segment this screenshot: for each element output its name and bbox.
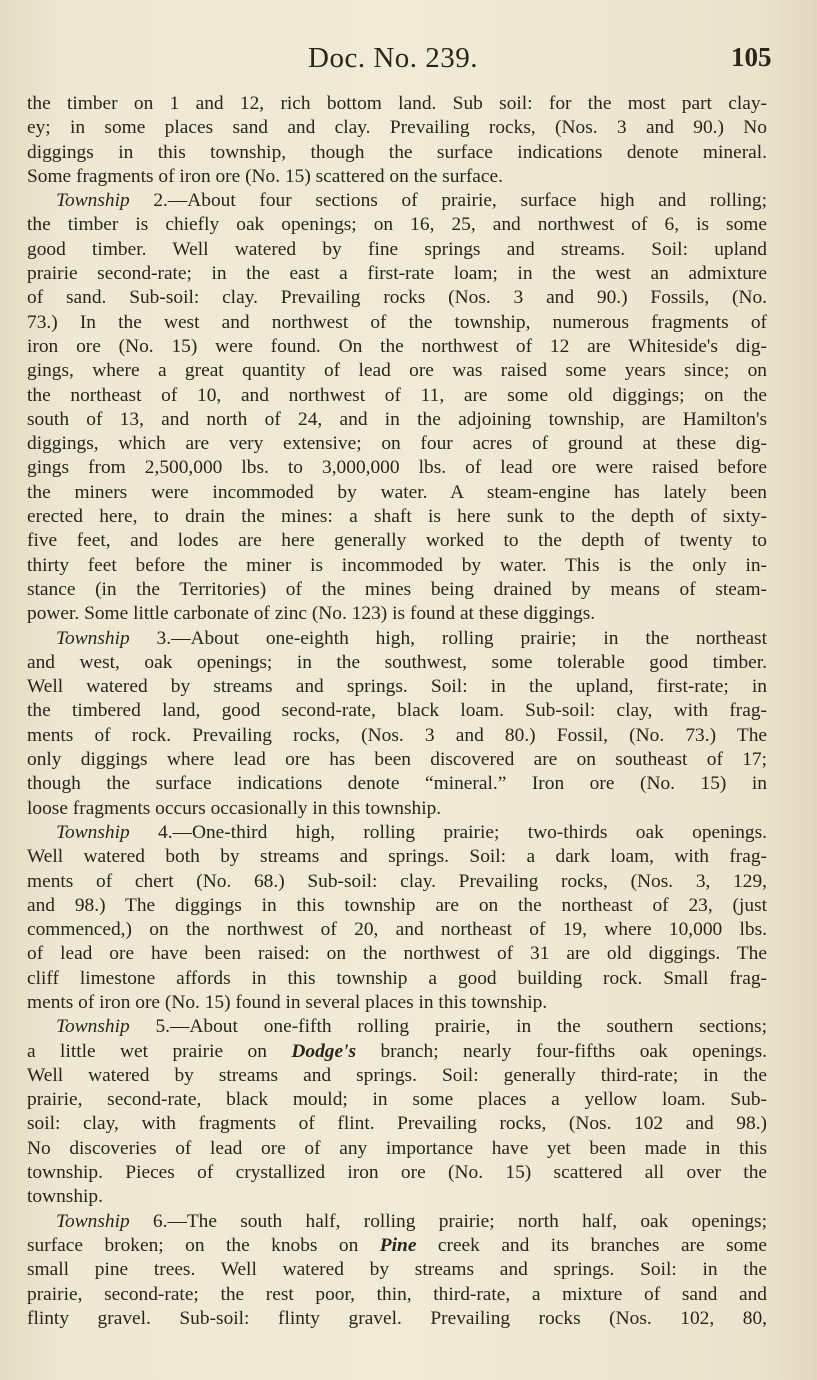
text-line [27, 529, 767, 553]
text-segment: 3.—About one-eighth high, rolling prairie; in the northeast [129, 627, 767, 649]
township-heading: Township [56, 1210, 130, 1232]
text-line [27, 724, 767, 748]
text-line [27, 92, 767, 116]
text-line [27, 213, 767, 237]
text-line [27, 870, 767, 894]
text-segment: prairie, second-rate, black mould; in some places a yellow loam. Sub- [27, 1089, 767, 1111]
text-segment: 2.—About four sections of prairie, surface high and rolling; [129, 190, 767, 212]
text-segment: the timbered land, good second-rate, black loam. Sub-soil: clay, with frag- [27, 700, 767, 722]
text-line [27, 286, 767, 310]
text-segment: and 98.) The diggings in this township are on the northeast of 23, (just [27, 894, 767, 916]
text-line [27, 481, 767, 505]
text-segment: diggings, which are very extensive; on four acres of ground at these dig- [27, 433, 767, 455]
body-text [27, 92, 767, 1331]
township-heading: Township [56, 1016, 130, 1038]
text-segment: the timber is chiefly oak openings; on 16, 25, and northwest of 6, is some [27, 214, 767, 236]
text-segment: gings, where a great quantity of lead ore was raised some years since; on [27, 360, 767, 382]
text-line [27, 238, 767, 262]
text-line [27, 1283, 767, 1307]
paragraph-start-line [27, 821, 767, 845]
text-line [27, 141, 767, 165]
text-line [27, 311, 767, 335]
text-segment: thirty feet before the miner is incommoded by water. This is the only in- [27, 554, 767, 576]
text-segment: the timber on 1 and 12, rich bottom land. Sub soil: for the most part clay- [27, 93, 767, 114]
text-line [27, 432, 767, 456]
text-line [27, 1040, 767, 1064]
text-line [27, 505, 767, 529]
text-line [27, 1088, 767, 1112]
text-line [27, 894, 767, 918]
text-segment: ments of iron ore (No. 15) found in several places in this township. [27, 991, 548, 1013]
text-segment: five feet, and lodes are here generally worked to the depth of twenty to [27, 530, 767, 552]
text-segment: cliff limestone affords in this township a good building rock. Small frag- [27, 967, 767, 989]
township-heading: Township [56, 190, 130, 212]
text-line [27, 651, 767, 675]
text-segment: Well watered by streams and springs. Soil: in the upland, first-rate; in [27, 676, 767, 698]
text-segment: south of 13, and north of 24, and in the adjoining township, are Hamilton's [27, 408, 767, 430]
text-line [27, 699, 767, 723]
text-segment: prairie second-rate; in the east a first-rate loam; in the west an admixture [27, 263, 767, 285]
text-segment: branch; nearly four-fifths oak openings. [356, 1040, 767, 1062]
text-segment: and west, oak openings; in the southwest, some tolerable good timber. [27, 651, 767, 673]
text-line [27, 408, 767, 432]
text-segment: power. Some little carbonate of zinc (No. 123) is found at these diggings. [27, 603, 596, 625]
text-line [27, 384, 767, 408]
text-segment: erected here, to drain the mines: a shaft is here sunk to the depth of sixty- [27, 506, 767, 528]
paragraph-start-line [27, 627, 767, 651]
text-line [27, 1307, 767, 1331]
text-line [27, 1185, 767, 1209]
text-segment: Well watered by streams and springs. Soil: generally third-rate; in the [27, 1064, 767, 1086]
text-segment: diggings in this township, though the surface indications denote mineral. [27, 141, 767, 163]
text-line [27, 772, 767, 796]
text-segment: flinty gravel. Sub-soil: flinty gravel. Prevailing rocks (Nos. 102, 80, [27, 1307, 767, 1329]
text-line [27, 1161, 767, 1185]
place-name: Dodge's [291, 1040, 357, 1062]
text-line [27, 335, 767, 359]
text-segment: loose fragments occurs occasionally in this township. [27, 797, 442, 819]
text-line [27, 602, 767, 626]
text-line [27, 918, 767, 942]
text-segment: good timber. Well watered by fine springs and streams. Soil: upland [27, 238, 767, 260]
township-heading: Township [56, 627, 130, 649]
page-header [0, 42, 817, 82]
text-segment: small pine trees. Well watered by streams and springs. Soil: in the [27, 1259, 767, 1281]
text-segment: the northeast of 10, and northwest of 11, are some old diggings; on the [27, 384, 767, 406]
text-segment: the miners were incommoded by water. A steam-engine has lately been [27, 481, 767, 503]
text-segment: iron ore (No. 15) were found. On the northwest of 12 are Whiteside's dig- [27, 335, 767, 357]
text-segment: 73.) In the west and northwest of the township, numerous fragments of [27, 311, 767, 333]
text-segment: Well watered both by streams and springs. Soil: a dark loam, with frag- [27, 846, 767, 868]
township-heading: Township [56, 821, 130, 843]
text-line [27, 1112, 767, 1136]
text-line [27, 262, 767, 286]
text-segment: ments of chert (No. 68.) Sub-soil: clay. Prevailing rocks, (Nos. 3, 129, [27, 870, 767, 892]
page-number: 105 [731, 42, 772, 72]
place-name: Pine [379, 1234, 417, 1256]
text-line [27, 675, 767, 699]
text-line [27, 359, 767, 383]
text-segment: a little wet prairie on [27, 1040, 292, 1062]
text-line [27, 967, 767, 991]
text-segment: creek and its branches are some [416, 1234, 767, 1256]
text-segment: of lead ore have been raised: on the northwest of 31 are old diggings. The [27, 943, 767, 965]
text-segment: soil: clay, with fragments of flint. Prevailing rocks, (Nos. 102 and 98.) [27, 1113, 767, 1135]
text-line [27, 578, 767, 602]
text-line [27, 1064, 767, 1088]
text-segment: 4.—One-third high, rolling prairie; two-thirds oak openings. [129, 821, 767, 843]
document-title: Doc. No. 239. [308, 42, 479, 74]
text-segment: surface broken; on the knobs on [27, 1234, 380, 1256]
text-line [27, 797, 767, 821]
text-segment: prairie, second-rate; the rest poor, thin, third-rate, a mixture of sand and [27, 1283, 767, 1305]
text-segment: of sand. Sub-soil: clay. Prevailing rocks (Nos. 3 and 90.) Fossils, (No. [27, 287, 767, 309]
text-segment: No discoveries of lead ore of any importance have yet been made in this [27, 1137, 767, 1159]
text-segment: township. Pieces of crystallized iron ore (No. 15) scattered all over the [27, 1162, 767, 1184]
text-line [27, 1234, 767, 1258]
text-line [27, 456, 767, 480]
text-segment: 5.—About one-fifth rolling prairie, in the southern sections; [129, 1016, 767, 1038]
text-segment: township. [27, 1186, 103, 1208]
paragraph-start-line [27, 1015, 767, 1039]
text-line [27, 991, 767, 1015]
text-line [27, 554, 767, 578]
text-segment: though the surface indications denote “mineral.” Iron ore (No. 15) in [27, 773, 767, 795]
text-line [27, 748, 767, 772]
text-line [27, 165, 767, 189]
text-line [27, 1258, 767, 1282]
paragraph-start-line [27, 189, 767, 213]
text-line [27, 116, 767, 140]
text-segment: ments of rock. Prevailing rocks, (Nos. 3 and 80.) Fossil, (No. 73.) The [27, 724, 767, 746]
text-line [27, 845, 767, 869]
paragraph-start-line [27, 1210, 767, 1234]
text-segment: gings from 2,500,000 lbs. to 3,000,000 lbs. of lead ore were raised before [27, 457, 767, 479]
text-line [27, 1137, 767, 1161]
text-segment: ey; in some places sand and clay. Prevailing rocks, (Nos. 3 and 90.) No [27, 117, 767, 139]
text-segment: stance (in the Territories) of the mines being drained by means of steam- [27, 578, 767, 600]
text-line [27, 942, 767, 966]
text-segment: 6.—The south half, rolling prairie; north half, oak openings; [129, 1210, 767, 1232]
text-segment: only diggings where lead ore has been discovered are on southeast of 17; [27, 749, 767, 771]
text-segment: Some fragments of iron ore (No. 15) scattered on the surface. [27, 165, 503, 187]
text-segment: commenced,) on the northwest of 20, and northeast of 19, where 10,000 lbs. [27, 919, 767, 941]
